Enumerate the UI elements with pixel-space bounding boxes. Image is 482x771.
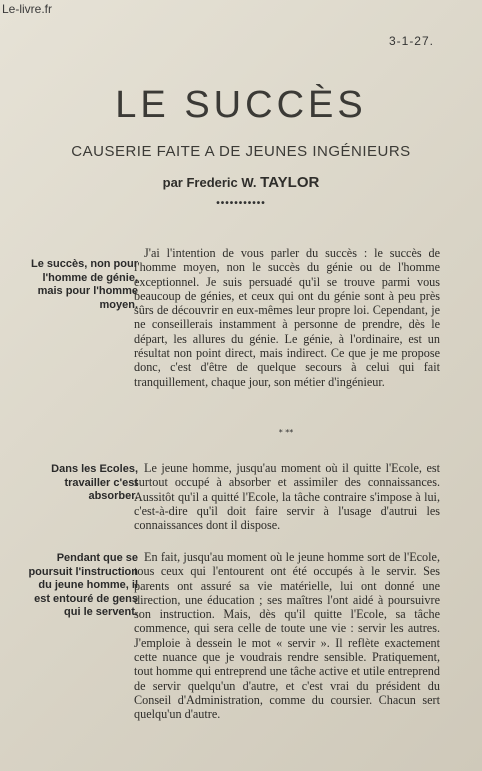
author-prefix: par Frederic W. bbox=[162, 175, 257, 190]
ornament-stars: * ** bbox=[278, 428, 294, 437]
author-line bbox=[0, 174, 482, 191]
section-ornament bbox=[278, 430, 294, 436]
subtitle: CAUSERIE FAITE A DE JEUNES INGÉNIEURS bbox=[71, 143, 411, 160]
paragraph-1: J'ai l'intention de vous parler du succès : le succès de l'homme moyen, non le succès du génie ou de l'homme exceptionnel. Je suis persuadé qu'il se trouve parmi vous beaucoup de génies, et ceux qui ont du génie sont à peu près sûrs de découvrir en eux-mêmes leur propre loi. Cependant, je ne conseillerais instamment à personne de prendre, dès le départ, les allures du génie. Le génie, à l'ordinaire, est un résultat non point direct, mais indirect. Ce que je me propose donc, c'est d'être de quelque secours à celui qui fait tranquillement, chaque jour, son métier d'ingénieur. bbox=[134, 246, 440, 389]
margin-note-1: Le succès, non pour l'homme de génie, mais pour l'homme moyen. bbox=[31, 258, 138, 311]
watermark: Le-livre.fr bbox=[2, 2, 53, 16]
margin-note-2: Dans les Ecoles, travailler c'est absorber. bbox=[51, 463, 138, 502]
paragraph-2: Le jeune homme, jusqu'au moment où il quitte l'Ecole, est surtout occupé à absorber et assimiler des connaissances. Aussitôt qu'il a quitté l'Ecole, la tâche contraire s'impose à lui, c'est-à-dire qu'il doit faire servir à l'usage d'autrui les connaissances dont il dispose. bbox=[134, 461, 440, 533]
page-title: LE SUCCÈS bbox=[115, 84, 367, 126]
date-stamp: 3-1-27. bbox=[388, 34, 434, 48]
author-surname: TAYLOR bbox=[260, 174, 320, 191]
separator-dots: ••••••••••• bbox=[216, 198, 266, 209]
margin-note-3: Pendant que se poursuit l'instruction du jeune homme, il est entouré de gens qui le servent. bbox=[28, 552, 138, 618]
paragraph-3: En fait, jusqu'au moment où le jeune homme sort de l'Ecole, tous ceux qui l'entourent ont été occupés à le servir. Ses parents ont assuré sa vie matérielle, lui ont donné une direction, une éducation ; ses maîtres l'ont aidé à poursuivre son instruction. Mais, dès qu'il quitte l'Ecole, sa tâche commence, qui sera celle de toute une vie : servir les autres. J'emploie à dessein le mot « servir ». Il reflète exactement cette nuance que je voudrais rendre sensible. Pratiquement, tout homme qui entreprend une tâche active et utile entreprend de servir quelqu'un d'autre, et c'est vrai du président du Conseil d'Administration, comme du coursier. Chacun sert quelqu'un d'autre. bbox=[134, 550, 440, 722]
